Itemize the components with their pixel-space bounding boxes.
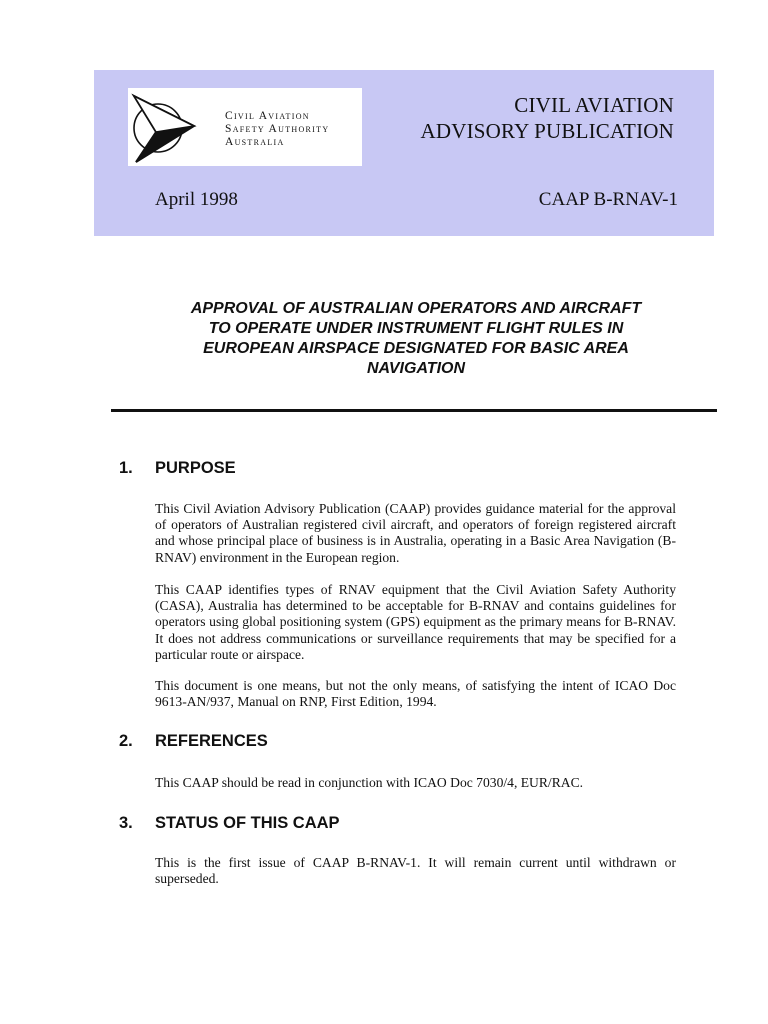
section-heading-purpose: PURPOSE xyxy=(155,459,236,477)
title-divider xyxy=(111,409,717,412)
logo-org-line-2: Safety Authority xyxy=(225,123,330,135)
section-number: 2. xyxy=(119,732,133,750)
document-title-line-2: TO OPERATE UNDER INSTRUMENT FLIGHT RULES IN xyxy=(208,320,624,337)
publication-id: CAAP B-RNAV-1 xyxy=(538,189,678,210)
casa-logo xyxy=(128,88,362,166)
logo-org-line-3: Australia xyxy=(225,136,285,148)
document-title-line-3: EUROPEAN AIRSPACE DESIGNATED FOR BASIC AREA xyxy=(203,340,629,357)
document-title-line-1: APPROVAL OF AUSTRALIAN OPERATORS AND AIRCRAFT xyxy=(190,300,642,317)
publication-type-line-1: CIVIL AVIATION xyxy=(514,93,674,117)
publication-type xyxy=(421,92,675,144)
paragraph: This document is one means, but not the only means, of satisfying the intent of ICAO Doc 9613-AN/937, Manual on RNP, First Edition, 1994. xyxy=(155,678,676,710)
publication-date: April 1998 xyxy=(155,189,238,210)
paragraph: This Civil Aviation Advisory Publication (CAAP) provides guidance material for the approval of operators of Australian registered civil aircraft, and operators of foreign registered aircraft and whose principal place of business is in Australia, operating in a Basic Area Navigation (B-RNAV) environment in the European region. xyxy=(155,501,676,565)
logo-org-line-1: Civil Aviation xyxy=(225,110,310,122)
header-band xyxy=(94,70,714,236)
paragraph: This CAAP should be read in conjunction with ICAO Doc 7030/4, EUR/RAC. xyxy=(155,775,584,790)
section-number: 3. xyxy=(119,814,133,832)
paragraph: This is the first issue of CAAP B-RNAV-1. It will remain current until withdrawn or superseded. xyxy=(155,855,676,887)
logo-org-name xyxy=(225,110,329,149)
publication-type-line-2: ADVISORY PUBLICATION xyxy=(420,119,674,143)
section-number: 1. xyxy=(119,459,133,477)
document-title xyxy=(140,299,692,379)
casa-arrow-logo-icon xyxy=(130,90,202,164)
document-title-line-4: NAVIGATION xyxy=(366,360,466,377)
paragraph: This CAAP identifies types of RNAV equipment that the Civil Aviation Safety Authority (CASA), Australia has determined to be acceptable for B-RNAV and contains guidelines for operators using global positioning system (GPS) equipment as the primary means for B-RNAV. It does not address communications or surveillance requirements that may be specified for a particular route or airspace. xyxy=(155,582,676,662)
section-heading-references: REFERENCES xyxy=(155,732,268,750)
section-heading-status: STATUS OF THIS CAAP xyxy=(155,814,340,832)
